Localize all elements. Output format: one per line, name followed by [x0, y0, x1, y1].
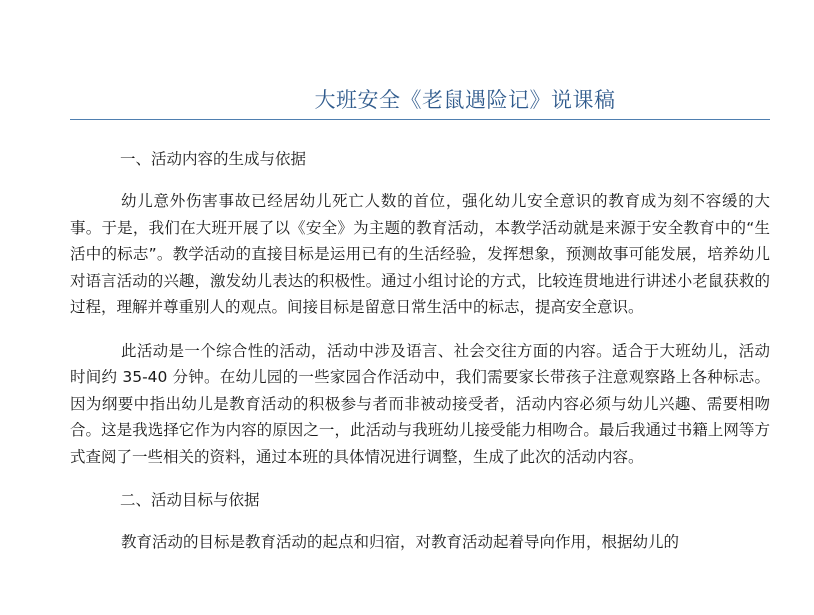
document-title: 大班安全《老鼠遇险记》说课稿: [314, 88, 616, 112]
section-heading-1: 一、活动内容的生成与依据: [120, 150, 307, 168]
document-body: [70, 146, 770, 556]
paragraph: 幼儿意外伤害事故已经居幼儿死亡人数的首位，强化幼儿安全意识的教育成为刻不容缓的大事。于是，我们在大班开展了以《安全》为主题的教育活动，本教学活动就是来源于安全教育中的“生活中的标志”。教学活动的直接目标是运用已有的生活经验，发挥想象，预测故事可能发展，培养幼儿对语言活动的兴趣，激发幼儿表达的积极性。通过小组讨论的方式，比较连贯地进行讲述小老鼠获救的过程，理解并尊重别人的观点。间接目标是留意日常生活中的标志，提高安全意识。: [70, 192, 770, 316]
paragraph: 此活动是一个综合性的活动，活动中涉及语言、社会交往方面的内容。适合于大班幼儿，活动时间约 35-40 分钟。在幼儿园的一些家园合作活动中，我们需要家长带孩子注意观察路上各种标志。因为纲要中指出幼儿是教育活动的积极参与者而非被动接受者，活动内容必须与幼儿兴趣、需要相吻合。这是我选择它作为内容的原因之一，此活动与我班幼儿接受能力相吻合。最后我通过书籍上网等方式查阅了一些相关的资料，通过本班的具体情况进行调整，生成了此次的活动内容。: [70, 341, 770, 466]
section-heading-2: 二、活动目标与依据: [120, 491, 260, 509]
paragraph: 教育活动的目标是教育活动的起点和归宿，对教育活动起着导向作用，根据幼儿的: [121, 533, 680, 551]
title-divider: [70, 119, 770, 120]
